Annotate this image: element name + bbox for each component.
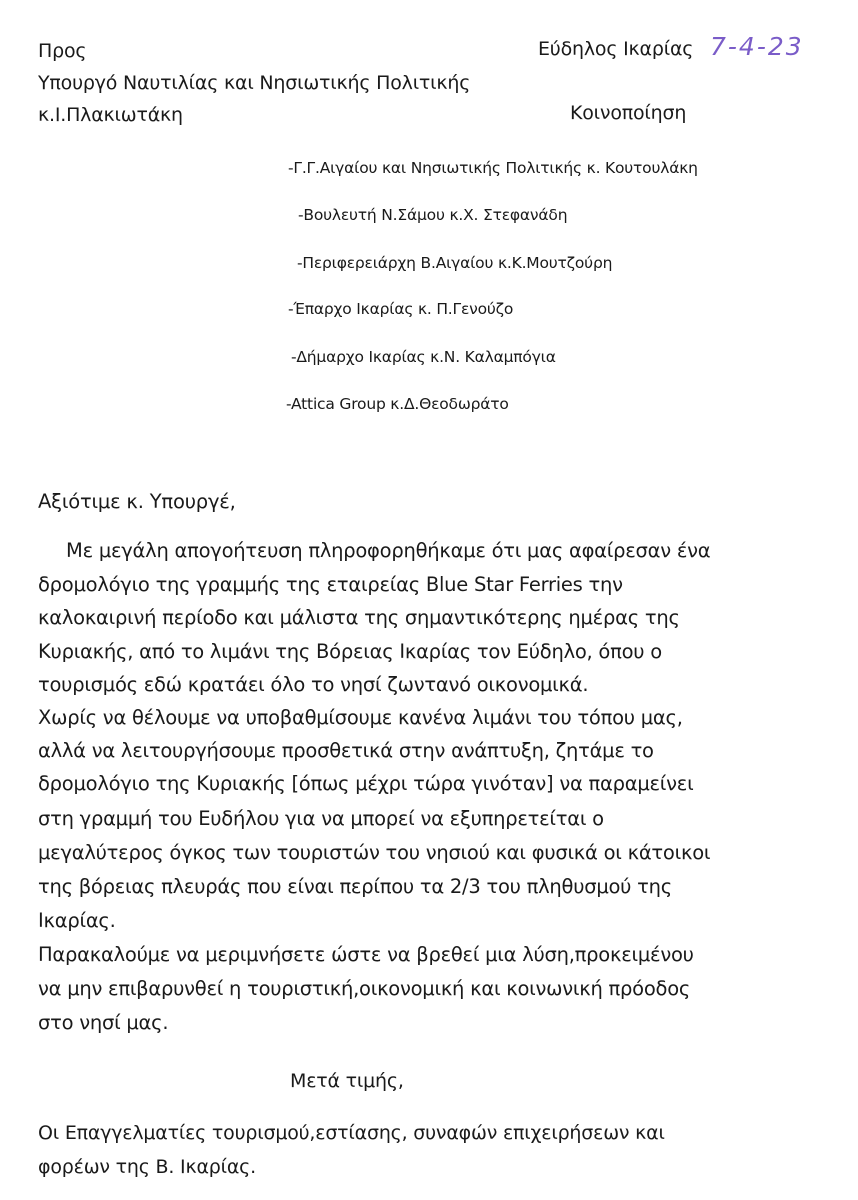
cc-item: -Δήμαρχο Ικαρίας κ.Ν. Καλαμπόγια	[291, 348, 556, 366]
cc-item: -Γ.Γ.Αιγαίου και Νησιωτικής Πολιτικής κ. Κουτουλάκη	[288, 159, 698, 177]
body-line: Ικαρίας.	[38, 909, 116, 932]
body-line: αλλά να λειτουργήσουμε προσθετικά στην ανάπτυξη, ζητάμε το	[38, 739, 654, 762]
body-line: Χωρίς να θέλουμε να υποβαθμίσουμε κανένα λιμάνι του τόπου μας,	[38, 706, 683, 729]
body-line: δρομολόγιο της Κυριακής [όπως μέχρι τώρα γινόταν] να παραμείνει	[38, 772, 694, 795]
body-line: καλοκαιρινή περίοδο και μάλιστα της σημαντικότερης ημέρας της	[38, 606, 680, 629]
signature-line: φορέων της Β. Ικαρίας.	[38, 1156, 256, 1178]
body-line: Κυριακής, από το λιμάνι της Βόρειας Ικαρίας τον Εύδηλο, όπου ο	[38, 640, 662, 663]
cc-item: -Περιφερειάρχη Β.Αιγαίου κ.Κ.Μουτζούρη	[297, 254, 613, 272]
signature-line: Οι Επαγγελματίες τουρισμού,εστίασης, συναφών επιχειρήσεων και	[38, 1122, 665, 1144]
body-line: της βόρειας πλευράς που είναι περίπου τα 2/3 του πληθυσμού της	[38, 875, 672, 898]
recipient-name: κ.Ι.Πλακιωτάκη	[38, 104, 183, 126]
salutation: Αξιότιμε κ. Υπουργέ,	[38, 490, 236, 513]
cc-item: -Attica Group κ.Δ.Θεοδωράτο	[286, 395, 509, 413]
body-line: τουρισμός εδώ κρατάει όλο το νησί ζωντανό οικονομικά.	[38, 673, 589, 696]
body-line: Παρακαλούμε να μεριμνήσετε ώστε να βρεθεί μια λύση,προκειμένου	[38, 943, 694, 966]
body-line: να μην επιβαρυνθεί η τουριστική,οικονομική και κοινωνική πρόοδος	[38, 977, 691, 1000]
closing: Μετά τιμής,	[290, 1070, 404, 1092]
cc-item: -Έπαρχο Ικαρίας κ. Π.Γενούζο	[288, 300, 514, 318]
handwritten-date: 7-4-23	[710, 32, 804, 61]
body-line: Με μεγάλη απογοήτευση πληροφορηθήκαμε ότι μας αφαίρεσαν ένα	[66, 539, 711, 562]
body-line: δρομολόγιο της γραμμής της εταιρείας Blue Star Ferries την	[38, 573, 623, 596]
cc-item: -Βουλευτή Ν.Σάμου κ.Χ. Στεφανάδη	[298, 206, 568, 224]
body-line: στη γραμμή του Ευδήλου για να μπορεί να εξυπηρετείται ο	[38, 807, 604, 830]
cc-label: Κοινοποίηση	[570, 102, 687, 124]
body-line: στο νησί μας.	[38, 1011, 169, 1034]
recipient-ministry: Υπουργό Ναυτιλίας και Νησιωτικής Πολιτικής	[38, 72, 471, 94]
body-line: μεγαλύτερος όγκος των τουριστών του νησιού και φυσικά οι κάτοικοι	[38, 841, 711, 864]
recipient-label: Προς	[38, 40, 87, 62]
place: Εύδηλος Ικαρίας	[538, 38, 694, 60]
